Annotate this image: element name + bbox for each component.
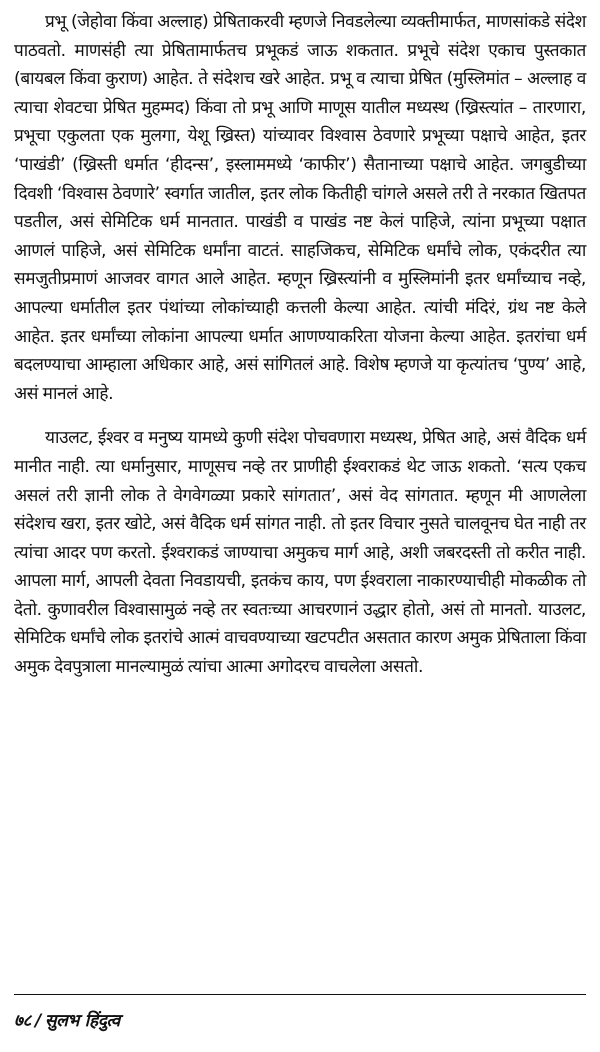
paragraph-1: प्रभू (जेहोवा किंवा अल्लाह) प्रेषिताकरवी म्हणजे निवडलेल्या व्यक्तीमार्फत, माणसांकडे संदेश पाठवतो. माणसंही त्या प्रेषितामार्फतच प्रभूकडं जाऊ शकतात. प्रभूचे संदेश एकाच पुस्तकात (बायबल किंवा कुराण) आहेत. ते संदेशच खरे आहेत. प्रभू व त्याचा प्रेषित (मुस्लिमांत – अल्लाह व त्याचा शेवटचा प्रेषित मुहम्मद) किंवा तो प्रभू आणि माणूस यातील मध्यस्थ (ख्रिस्त्यांत – तारणारा, प्रभूचा एकुलता एक मुलगा, येशू ख्रिस्त) यांच्यावर विश्वास ठेवणारे प्रभूच्या पक्षाचे आहेत, इतर ‘पाखंडी’ (ख्रिस्ती धर्मात ‘हीदन्स’, इस्लाममध्ये ‘काफीर’) सैतानाच्या पक्षाचे आहेत. जगबुडीच्या दिवशी ‘विश्वास ठेवणारे’ स्वर्गात जातील, इतर लोक कितीही चांगले असले तरी ते नरकात खितपत पडतील, असं सेमिटिक धर्म मानतात. पाखंडी व पाखंड नष्ट केलं पाहिजे, त्यांना प्रभूच्या पक्षात आणलं पाहिजे, असं सेमिटिक धर्मांना वाटतं. साहजिकच, सेमिटिक धर्मांचे लोक, एकंदरीत त्या समजुतीप्रमाणं आजवर वागत आले आहेत. म्हणून ख्रिस्त्यांनी व मुस्लिमांनी इतर धर्मांच्याच नव्हे, आपल्या धर्मातील इतर पंथांच्या लोकांच्याही कत्तली केल्या आहेत. त्यांची मंदिरं, ग्रंथ नष्ट केले आहेत. इतर धर्मांच्या लोकांना आपल्या धर्मात आणण्याकरिता योजना केल्या आहेत. इतरांचा धर्म बदलण्याचा आम्हाला अधिकार आहे, असं सांगितलं आहे. विशेष म्हणजे या कृत्यांतच ‘पुण्य’ आहे, असं मानलं आहे.	[14, 12, 586, 404]
page-number: ७८	[14, 1011, 32, 1031]
book-title: सुलभ हिंदुत्व	[45, 1011, 120, 1031]
footer-separator: /	[35, 1011, 42, 1031]
paragraph-2: याउलट, ईश्वर व मनुष्य यामध्ये कुणी संदेश पोचवणारा मध्यस्थ, प्रेषित आहे, असं वैदिक धर्म मानीत नाही. त्या धर्मानुसार, माणूसच नव्हे तर प्राणीही ईश्वराकडं थेट जाऊ शकतो. ‘सत्य एकच असलं तरी ज्ञानी लोक ते वेगवेगळ्या प्रकारे सांगतात’, असं वेद सांगतात. म्हणून मी आणलेला संदेशच खरा, इतर खोटे, असं वैदिक धर्म सांगत नाही. तो इतर विचार नुसते चालवूनच घेत नाही तर त्यांचा आदर पण करतो. ईश्वराकडं जाण्याचा अमुकच मार्ग आहे, अशी जबरदस्ती तो करीत नाही. आपला मार्ग, आपली देवता निवडायची, इतकंच काय, पण ईश्वराला नाकारण्याचीही मोकळीक तो देतो. कुणावरील विश्वासामुळं नव्हे तर स्वतःच्या आचरणानं उद्धार होतो, असं तो मानतो. याउलट, सेमिटिक धर्मांचे लोक इतरांचे आत्मं वाचवण्याच्या खटपटीत असतात कारण अमुक प्रेषिताला किंवा अमुक देवपुत्राला मानल्यामुळं त्यांचा आत्मा अगोदरच वाचलेला असतो.	[14, 428, 586, 678]
body-text	[14, 8, 586, 682]
page-footer	[14, 1008, 120, 1031]
footer-divider	[14, 994, 586, 995]
